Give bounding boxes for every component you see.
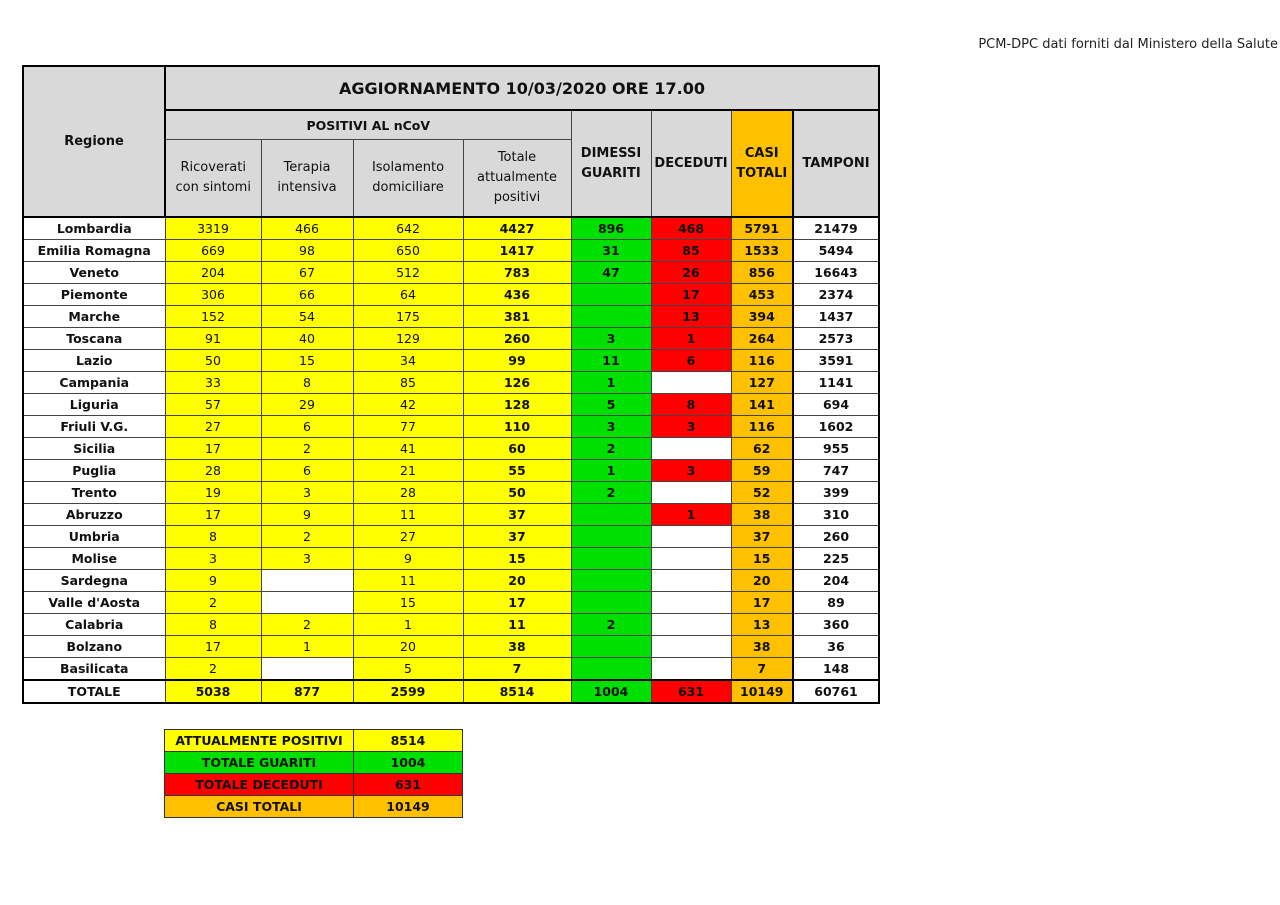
table-body bbox=[23, 217, 879, 703]
header-ricoverati: Ricoverati con sintomi bbox=[165, 140, 261, 218]
cell-ricoverati: 204 bbox=[165, 262, 261, 284]
cell-deceduti: 3 bbox=[651, 416, 731, 438]
header-deceduti: DECEDUTI bbox=[651, 110, 731, 217]
cell-ricoverati: 17 bbox=[165, 438, 261, 460]
total-dimessi: 1004 bbox=[571, 680, 651, 703]
cell-totale: 1417 bbox=[463, 240, 571, 262]
cell-terapia bbox=[261, 570, 353, 592]
cell-tamponi: 16643 bbox=[793, 262, 879, 284]
cell-isolamento: 42 bbox=[353, 394, 463, 416]
cell-casi: 116 bbox=[731, 350, 793, 372]
summary-value: 8514 bbox=[354, 730, 463, 752]
cell-tamponi: 225 bbox=[793, 548, 879, 570]
cell-totale: 60 bbox=[463, 438, 571, 460]
summary-row bbox=[165, 752, 463, 774]
cell-totale: 20 bbox=[463, 570, 571, 592]
table-row bbox=[23, 416, 879, 438]
summary-row bbox=[165, 796, 463, 818]
header-tamponi: TAMPONI bbox=[793, 110, 879, 217]
cell-ricoverati: 8 bbox=[165, 614, 261, 636]
cell-dimessi bbox=[571, 284, 651, 306]
header-isolamento: Isolamento domiciliare bbox=[353, 140, 463, 218]
cell-regione: Valle d'Aosta bbox=[23, 592, 165, 614]
cell-regione: Trento bbox=[23, 482, 165, 504]
cell-tamponi: 204 bbox=[793, 570, 879, 592]
cell-dimessi bbox=[571, 548, 651, 570]
cell-regione: Molise bbox=[23, 548, 165, 570]
cell-isolamento: 20 bbox=[353, 636, 463, 658]
cell-tamponi: 2374 bbox=[793, 284, 879, 306]
header-casi-totali: CASI TOTALI bbox=[731, 110, 793, 217]
header-terapia: Terapia intensiva bbox=[261, 140, 353, 218]
table-row bbox=[23, 394, 879, 416]
table-row bbox=[23, 306, 879, 328]
cell-terapia: 2 bbox=[261, 526, 353, 548]
cell-ricoverati: 91 bbox=[165, 328, 261, 350]
table-row bbox=[23, 350, 879, 372]
total-totale: 8514 bbox=[463, 680, 571, 703]
header-totale-positivi: Totale attualmente positivi bbox=[463, 140, 571, 218]
cell-regione: Toscana bbox=[23, 328, 165, 350]
cell-isolamento: 11 bbox=[353, 504, 463, 526]
cell-dimessi: 896 bbox=[571, 217, 651, 240]
cell-dimessi: 1 bbox=[571, 372, 651, 394]
cell-totale: 11 bbox=[463, 614, 571, 636]
table-row bbox=[23, 592, 879, 614]
cell-terapia: 54 bbox=[261, 306, 353, 328]
cell-deceduti: 85 bbox=[651, 240, 731, 262]
cell-dimessi bbox=[571, 592, 651, 614]
cell-isolamento: 129 bbox=[353, 328, 463, 350]
total-casi: 10149 bbox=[731, 680, 793, 703]
table-title: AGGIORNAMENTO 10/03/2020 ORE 17.00 bbox=[165, 66, 879, 110]
cell-regione: Friuli V.G. bbox=[23, 416, 165, 438]
cell-totale: 17 bbox=[463, 592, 571, 614]
cell-tamponi: 310 bbox=[793, 504, 879, 526]
cell-totale: 783 bbox=[463, 262, 571, 284]
covid-regional-table bbox=[22, 65, 880, 704]
cell-deceduti bbox=[651, 614, 731, 636]
total-tamponi: 60761 bbox=[793, 680, 879, 703]
cell-deceduti: 13 bbox=[651, 306, 731, 328]
cell-dimessi bbox=[571, 504, 651, 526]
table-row bbox=[23, 372, 879, 394]
total-terapia: 877 bbox=[261, 680, 353, 703]
cell-casi: 141 bbox=[731, 394, 793, 416]
table-row bbox=[23, 240, 879, 262]
cell-isolamento: 5 bbox=[353, 658, 463, 681]
cell-dimessi bbox=[571, 306, 651, 328]
cell-isolamento: 21 bbox=[353, 460, 463, 482]
header-regione: Regione bbox=[23, 66, 165, 217]
cell-isolamento: 28 bbox=[353, 482, 463, 504]
table-row bbox=[23, 482, 879, 504]
cell-casi: 37 bbox=[731, 526, 793, 548]
cell-deceduti bbox=[651, 636, 731, 658]
table-row bbox=[23, 460, 879, 482]
table-row bbox=[23, 504, 879, 526]
table-row bbox=[23, 614, 879, 636]
summary-label: TOTALE DECEDUTI bbox=[165, 774, 354, 796]
cell-ricoverati: 152 bbox=[165, 306, 261, 328]
cell-ricoverati: 2 bbox=[165, 592, 261, 614]
cell-ricoverati: 57 bbox=[165, 394, 261, 416]
cell-casi: 5791 bbox=[731, 217, 793, 240]
cell-regione: Sicilia bbox=[23, 438, 165, 460]
cell-ricoverati: 19 bbox=[165, 482, 261, 504]
cell-totale: 50 bbox=[463, 482, 571, 504]
cell-ricoverati: 9 bbox=[165, 570, 261, 592]
cell-terapia: 8 bbox=[261, 372, 353, 394]
cell-isolamento: 15 bbox=[353, 592, 463, 614]
cell-regione: Calabria bbox=[23, 614, 165, 636]
cell-tamponi: 1141 bbox=[793, 372, 879, 394]
cell-totale: 4427 bbox=[463, 217, 571, 240]
cell-regione: Lombardia bbox=[23, 217, 165, 240]
cell-dimessi: 47 bbox=[571, 262, 651, 284]
cell-terapia: 66 bbox=[261, 284, 353, 306]
cell-dimessi bbox=[571, 636, 651, 658]
cell-tamponi: 694 bbox=[793, 394, 879, 416]
cell-tamponi: 360 bbox=[793, 614, 879, 636]
cell-tamponi: 21479 bbox=[793, 217, 879, 240]
cell-terapia: 9 bbox=[261, 504, 353, 526]
cell-ricoverati: 33 bbox=[165, 372, 261, 394]
cell-dimessi: 1 bbox=[571, 460, 651, 482]
cell-ricoverati: 306 bbox=[165, 284, 261, 306]
cell-isolamento: 11 bbox=[353, 570, 463, 592]
cell-regione: Veneto bbox=[23, 262, 165, 284]
totals-row bbox=[23, 680, 879, 703]
cell-terapia: 2 bbox=[261, 438, 353, 460]
cell-casi: 62 bbox=[731, 438, 793, 460]
total-regione: TOTALE bbox=[23, 680, 165, 703]
cell-deceduti: 26 bbox=[651, 262, 731, 284]
cell-totale: 436 bbox=[463, 284, 571, 306]
cell-deceduti: 1 bbox=[651, 328, 731, 350]
cell-regione: Emilia Romagna bbox=[23, 240, 165, 262]
cell-terapia: 3 bbox=[261, 482, 353, 504]
cell-casi: 856 bbox=[731, 262, 793, 284]
cell-totale: 38 bbox=[463, 636, 571, 658]
cell-tamponi: 5494 bbox=[793, 240, 879, 262]
cell-tamponi: 89 bbox=[793, 592, 879, 614]
cell-totale: 128 bbox=[463, 394, 571, 416]
cell-terapia: 3 bbox=[261, 548, 353, 570]
cell-isolamento: 34 bbox=[353, 350, 463, 372]
cell-tamponi: 1602 bbox=[793, 416, 879, 438]
total-isolamento: 2599 bbox=[353, 680, 463, 703]
cell-regione: Bolzano bbox=[23, 636, 165, 658]
cell-regione: Campania bbox=[23, 372, 165, 394]
cell-deceduti: 1 bbox=[651, 504, 731, 526]
cell-isolamento: 64 bbox=[353, 284, 463, 306]
cell-deceduti bbox=[651, 592, 731, 614]
cell-terapia bbox=[261, 658, 353, 681]
cell-dimessi: 2 bbox=[571, 438, 651, 460]
table-row bbox=[23, 548, 879, 570]
cell-isolamento: 85 bbox=[353, 372, 463, 394]
cell-dimessi: 5 bbox=[571, 394, 651, 416]
summary-value: 1004 bbox=[354, 752, 463, 774]
summary-label: ATTUALMENTE POSITIVI bbox=[165, 730, 354, 752]
cell-totale: 37 bbox=[463, 526, 571, 548]
cell-tamponi: 36 bbox=[793, 636, 879, 658]
cell-regione: Piemonte bbox=[23, 284, 165, 306]
cell-ricoverati: 3 bbox=[165, 548, 261, 570]
cell-isolamento: 77 bbox=[353, 416, 463, 438]
cell-terapia: 1 bbox=[261, 636, 353, 658]
cell-ricoverati: 17 bbox=[165, 636, 261, 658]
summary-label: CASI TOTALI bbox=[165, 796, 354, 818]
cell-ricoverati: 669 bbox=[165, 240, 261, 262]
cell-regione: Liguria bbox=[23, 394, 165, 416]
cell-deceduti: 468 bbox=[651, 217, 731, 240]
cell-isolamento: 1 bbox=[353, 614, 463, 636]
cell-isolamento: 642 bbox=[353, 217, 463, 240]
cell-dimessi: 3 bbox=[571, 416, 651, 438]
cell-casi: 38 bbox=[731, 504, 793, 526]
cell-deceduti bbox=[651, 372, 731, 394]
cell-casi: 17 bbox=[731, 592, 793, 614]
cell-terapia: 6 bbox=[261, 460, 353, 482]
cell-dimessi bbox=[571, 570, 651, 592]
summary-value: 10149 bbox=[354, 796, 463, 818]
cell-isolamento: 650 bbox=[353, 240, 463, 262]
cell-totale: 126 bbox=[463, 372, 571, 394]
cell-ricoverati: 2 bbox=[165, 658, 261, 681]
cell-terapia: 15 bbox=[261, 350, 353, 372]
summary-row bbox=[165, 774, 463, 796]
table-row bbox=[23, 217, 879, 240]
cell-tamponi: 2573 bbox=[793, 328, 879, 350]
cell-isolamento: 175 bbox=[353, 306, 463, 328]
table-row bbox=[23, 438, 879, 460]
cell-casi: 52 bbox=[731, 482, 793, 504]
cell-isolamento: 41 bbox=[353, 438, 463, 460]
cell-casi: 264 bbox=[731, 328, 793, 350]
cell-regione: Umbria bbox=[23, 526, 165, 548]
cell-deceduti bbox=[651, 526, 731, 548]
cell-isolamento: 27 bbox=[353, 526, 463, 548]
table-row bbox=[23, 284, 879, 306]
summary-label: TOTALE GUARITI bbox=[165, 752, 354, 774]
summary-value: 631 bbox=[354, 774, 463, 796]
cell-casi: 13 bbox=[731, 614, 793, 636]
cell-dimessi: 11 bbox=[571, 350, 651, 372]
cell-terapia bbox=[261, 592, 353, 614]
cell-tamponi: 260 bbox=[793, 526, 879, 548]
cell-terapia: 6 bbox=[261, 416, 353, 438]
cell-casi: 20 bbox=[731, 570, 793, 592]
cell-terapia: 29 bbox=[261, 394, 353, 416]
cell-totale: 15 bbox=[463, 548, 571, 570]
cell-dimessi: 2 bbox=[571, 614, 651, 636]
cell-terapia: 67 bbox=[261, 262, 353, 284]
cell-casi: 116 bbox=[731, 416, 793, 438]
table-row bbox=[23, 658, 879, 681]
cell-dimessi bbox=[571, 526, 651, 548]
cell-totale: 7 bbox=[463, 658, 571, 681]
cell-totale: 381 bbox=[463, 306, 571, 328]
cell-deceduti bbox=[651, 570, 731, 592]
cell-ricoverati: 27 bbox=[165, 416, 261, 438]
cell-regione: Marche bbox=[23, 306, 165, 328]
source-note: PCM-DPC dati forniti dal Ministero della Salute bbox=[978, 37, 1278, 52]
cell-ricoverati: 8 bbox=[165, 526, 261, 548]
cell-regione: Abruzzo bbox=[23, 504, 165, 526]
cell-casi: 38 bbox=[731, 636, 793, 658]
cell-tamponi: 3591 bbox=[793, 350, 879, 372]
cell-deceduti bbox=[651, 482, 731, 504]
cell-dimessi bbox=[571, 658, 651, 681]
cell-deceduti bbox=[651, 548, 731, 570]
cell-totale: 110 bbox=[463, 416, 571, 438]
total-deceduti: 631 bbox=[651, 680, 731, 703]
cell-terapia: 98 bbox=[261, 240, 353, 262]
header-positivi-group: POSITIVI AL nCoV bbox=[165, 110, 571, 140]
cell-terapia: 40 bbox=[261, 328, 353, 350]
cell-casi: 15 bbox=[731, 548, 793, 570]
cell-casi: 1533 bbox=[731, 240, 793, 262]
cell-totale: 260 bbox=[463, 328, 571, 350]
cell-ricoverati: 17 bbox=[165, 504, 261, 526]
total-ricoverati: 5038 bbox=[165, 680, 261, 703]
cell-tamponi: 1437 bbox=[793, 306, 879, 328]
cell-deceduti: 17 bbox=[651, 284, 731, 306]
table-row bbox=[23, 328, 879, 350]
cell-totale: 37 bbox=[463, 504, 571, 526]
cell-regione: Sardegna bbox=[23, 570, 165, 592]
cell-deceduti bbox=[651, 438, 731, 460]
cell-totale: 55 bbox=[463, 460, 571, 482]
cell-totale: 99 bbox=[463, 350, 571, 372]
header-dimessi: DIMESSI GUARITI bbox=[571, 110, 651, 217]
cell-ricoverati: 3319 bbox=[165, 217, 261, 240]
cell-regione: Basilicata bbox=[23, 658, 165, 681]
table-row bbox=[23, 636, 879, 658]
cell-tamponi: 399 bbox=[793, 482, 879, 504]
cell-casi: 394 bbox=[731, 306, 793, 328]
cell-casi: 453 bbox=[731, 284, 793, 306]
cell-tamponi: 955 bbox=[793, 438, 879, 460]
summary-row bbox=[165, 730, 463, 752]
cell-deceduti: 3 bbox=[651, 460, 731, 482]
cell-isolamento: 512 bbox=[353, 262, 463, 284]
cell-casi: 127 bbox=[731, 372, 793, 394]
cell-dimessi: 3 bbox=[571, 328, 651, 350]
cell-dimessi: 31 bbox=[571, 240, 651, 262]
cell-tamponi: 148 bbox=[793, 658, 879, 681]
cell-casi: 59 bbox=[731, 460, 793, 482]
cell-terapia: 2 bbox=[261, 614, 353, 636]
table-row bbox=[23, 262, 879, 284]
cell-regione: Puglia bbox=[23, 460, 165, 482]
summary-table bbox=[164, 729, 463, 818]
table-row bbox=[23, 570, 879, 592]
cell-isolamento: 9 bbox=[353, 548, 463, 570]
cell-deceduti bbox=[651, 658, 731, 681]
cell-casi: 7 bbox=[731, 658, 793, 681]
cell-tamponi: 747 bbox=[793, 460, 879, 482]
cell-ricoverati: 28 bbox=[165, 460, 261, 482]
cell-deceduti: 6 bbox=[651, 350, 731, 372]
cell-dimessi: 2 bbox=[571, 482, 651, 504]
cell-regione: Lazio bbox=[23, 350, 165, 372]
cell-ricoverati: 50 bbox=[165, 350, 261, 372]
cell-terapia: 466 bbox=[261, 217, 353, 240]
table-row bbox=[23, 526, 879, 548]
cell-deceduti: 8 bbox=[651, 394, 731, 416]
